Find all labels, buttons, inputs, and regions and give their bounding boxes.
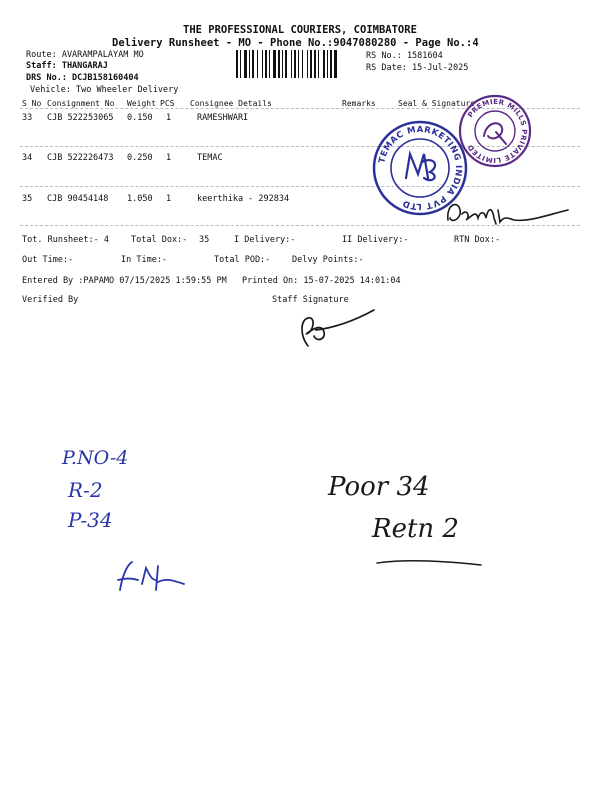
barcode: [236, 50, 358, 78]
tot-runsheet: Tot. Runsheet:- 4: [22, 235, 109, 245]
col-header-sno: S No: [22, 99, 42, 108]
barcode-bar: [294, 50, 296, 78]
premier-mills-stamp: [456, 92, 534, 170]
rs-date: RS Date: 15-Jul-2025: [366, 63, 469, 73]
col-header-consignee: Consignee Details: [190, 99, 272, 108]
row-consignee: TEMAC: [197, 153, 223, 163]
barcode-bar: [257, 50, 258, 78]
barcode-bar: [249, 50, 250, 78]
entered-by: Entered By :PAPAMO 07/15/2025 1:59:55 PM: [22, 276, 227, 286]
col-header-remarks: Remarks: [342, 99, 376, 108]
barcode-bar: [240, 50, 241, 78]
delvy-points: Delvy Points:-: [292, 255, 364, 265]
barcode-bar: [310, 50, 312, 78]
barcode-bar: [334, 50, 337, 78]
barcode-bar: [273, 50, 276, 78]
barcode-bar: [252, 50, 254, 78]
barcode-bar: [265, 50, 267, 78]
barcode-bar: [318, 50, 319, 78]
row-divider: [20, 186, 580, 187]
handwritten-note-retn: Retn 2: [372, 514, 459, 544]
delivery-signature-row-35: [444, 196, 574, 236]
barcode-bar: [314, 50, 316, 78]
handwritten-note-r: R-2: [68, 478, 103, 502]
total-pod: Total POD:-: [214, 255, 271, 265]
i-delivery: I Delivery:-: [234, 235, 296, 245]
col-header-pcs: PCS: [160, 99, 175, 108]
row-sno: 33: [22, 113, 33, 123]
handwritten-initials: [112, 556, 192, 596]
row-pcs: 1: [166, 194, 172, 204]
col-header-seal: Seal & Signature: [398, 99, 476, 108]
row-weight: 0.150: [127, 113, 153, 123]
handwritten-note-pno: P.NO-4: [62, 447, 129, 469]
in-time: In Time:-: [121, 255, 168, 265]
barcode-bar: [302, 50, 303, 78]
barcode-bar: [236, 50, 238, 78]
handwritten-note-poor: Poor 34: [328, 472, 430, 502]
barcode-bar: [298, 50, 299, 78]
verified-by-label: Verified By: [22, 295, 79, 305]
row-pcs: 1: [166, 113, 172, 123]
row-weight: 0.250: [127, 153, 153, 163]
handwritten-note-p: P-34: [68, 508, 113, 532]
staff: Staff: THANGARAJ: [26, 61, 108, 71]
vehicle: Vehicle: Two Wheeler Delivery: [30, 85, 179, 95]
row-consignment: CJB 90454148: [47, 194, 109, 204]
row-sno: 34: [22, 153, 33, 163]
total-dox-value: 35: [199, 235, 210, 245]
route: Route: AVARAMPALAYAM MO: [26, 50, 144, 60]
printed-on: Printed On: 15-07-2025 14:01:04: [242, 276, 401, 286]
out-time: Out Time:-: [22, 255, 74, 265]
drs-number: DRS No.: DCJB158160404: [26, 73, 139, 83]
row-consignment: CJB 522226473: [47, 153, 114, 163]
row-weight: 1.050: [127, 194, 153, 204]
barcode-bar: [323, 50, 325, 78]
row-consignee: RAMESHWARI: [197, 113, 249, 123]
barcode-bar: [269, 50, 270, 78]
barcode-bar: [262, 50, 263, 78]
staff-signature-label: Staff Signature: [272, 295, 349, 305]
underline-stroke: [375, 555, 485, 569]
staff-signature: [292, 306, 382, 352]
barcode-bar: [307, 50, 308, 78]
col-header-consignment: Consignment No: [47, 99, 115, 108]
barcode-bar: [291, 50, 292, 78]
barcode-bar: [278, 50, 280, 78]
premier-stamp-text: PREMIER MILLS PRIVATE LIMITED: [466, 97, 529, 165]
rtn-dox: RTN Dox:-: [454, 235, 501, 245]
row-consignee: keerthika - 292834: [197, 194, 290, 204]
row-sno: 35: [22, 194, 33, 204]
barcode-bar: [244, 50, 247, 78]
barcode-bar: [285, 50, 287, 78]
rs-number: RS No.: 1581604: [366, 51, 443, 61]
temac-stamp-text: TEMAC MARKETING INDIA PVT LTD: [377, 124, 464, 212]
ii-delivery: II Delivery:-: [342, 235, 409, 245]
total-dox-label: Total Dox:-: [131, 235, 188, 245]
row-pcs: 1: [166, 153, 172, 163]
barcode-bar: [330, 50, 332, 78]
company-name: THE PROFESSIONAL COURIERS, COIMBATORE: [183, 24, 417, 36]
barcode-bar: [327, 50, 328, 78]
col-header-weight: Weight: [127, 99, 156, 108]
row-consignment: CJB 522253065: [47, 113, 114, 123]
runsheet-subtitle: Delivery Runsheet - MO - Phone No.:9047080280 - Page No.:4: [112, 37, 479, 49]
barcode-bar: [282, 50, 283, 78]
